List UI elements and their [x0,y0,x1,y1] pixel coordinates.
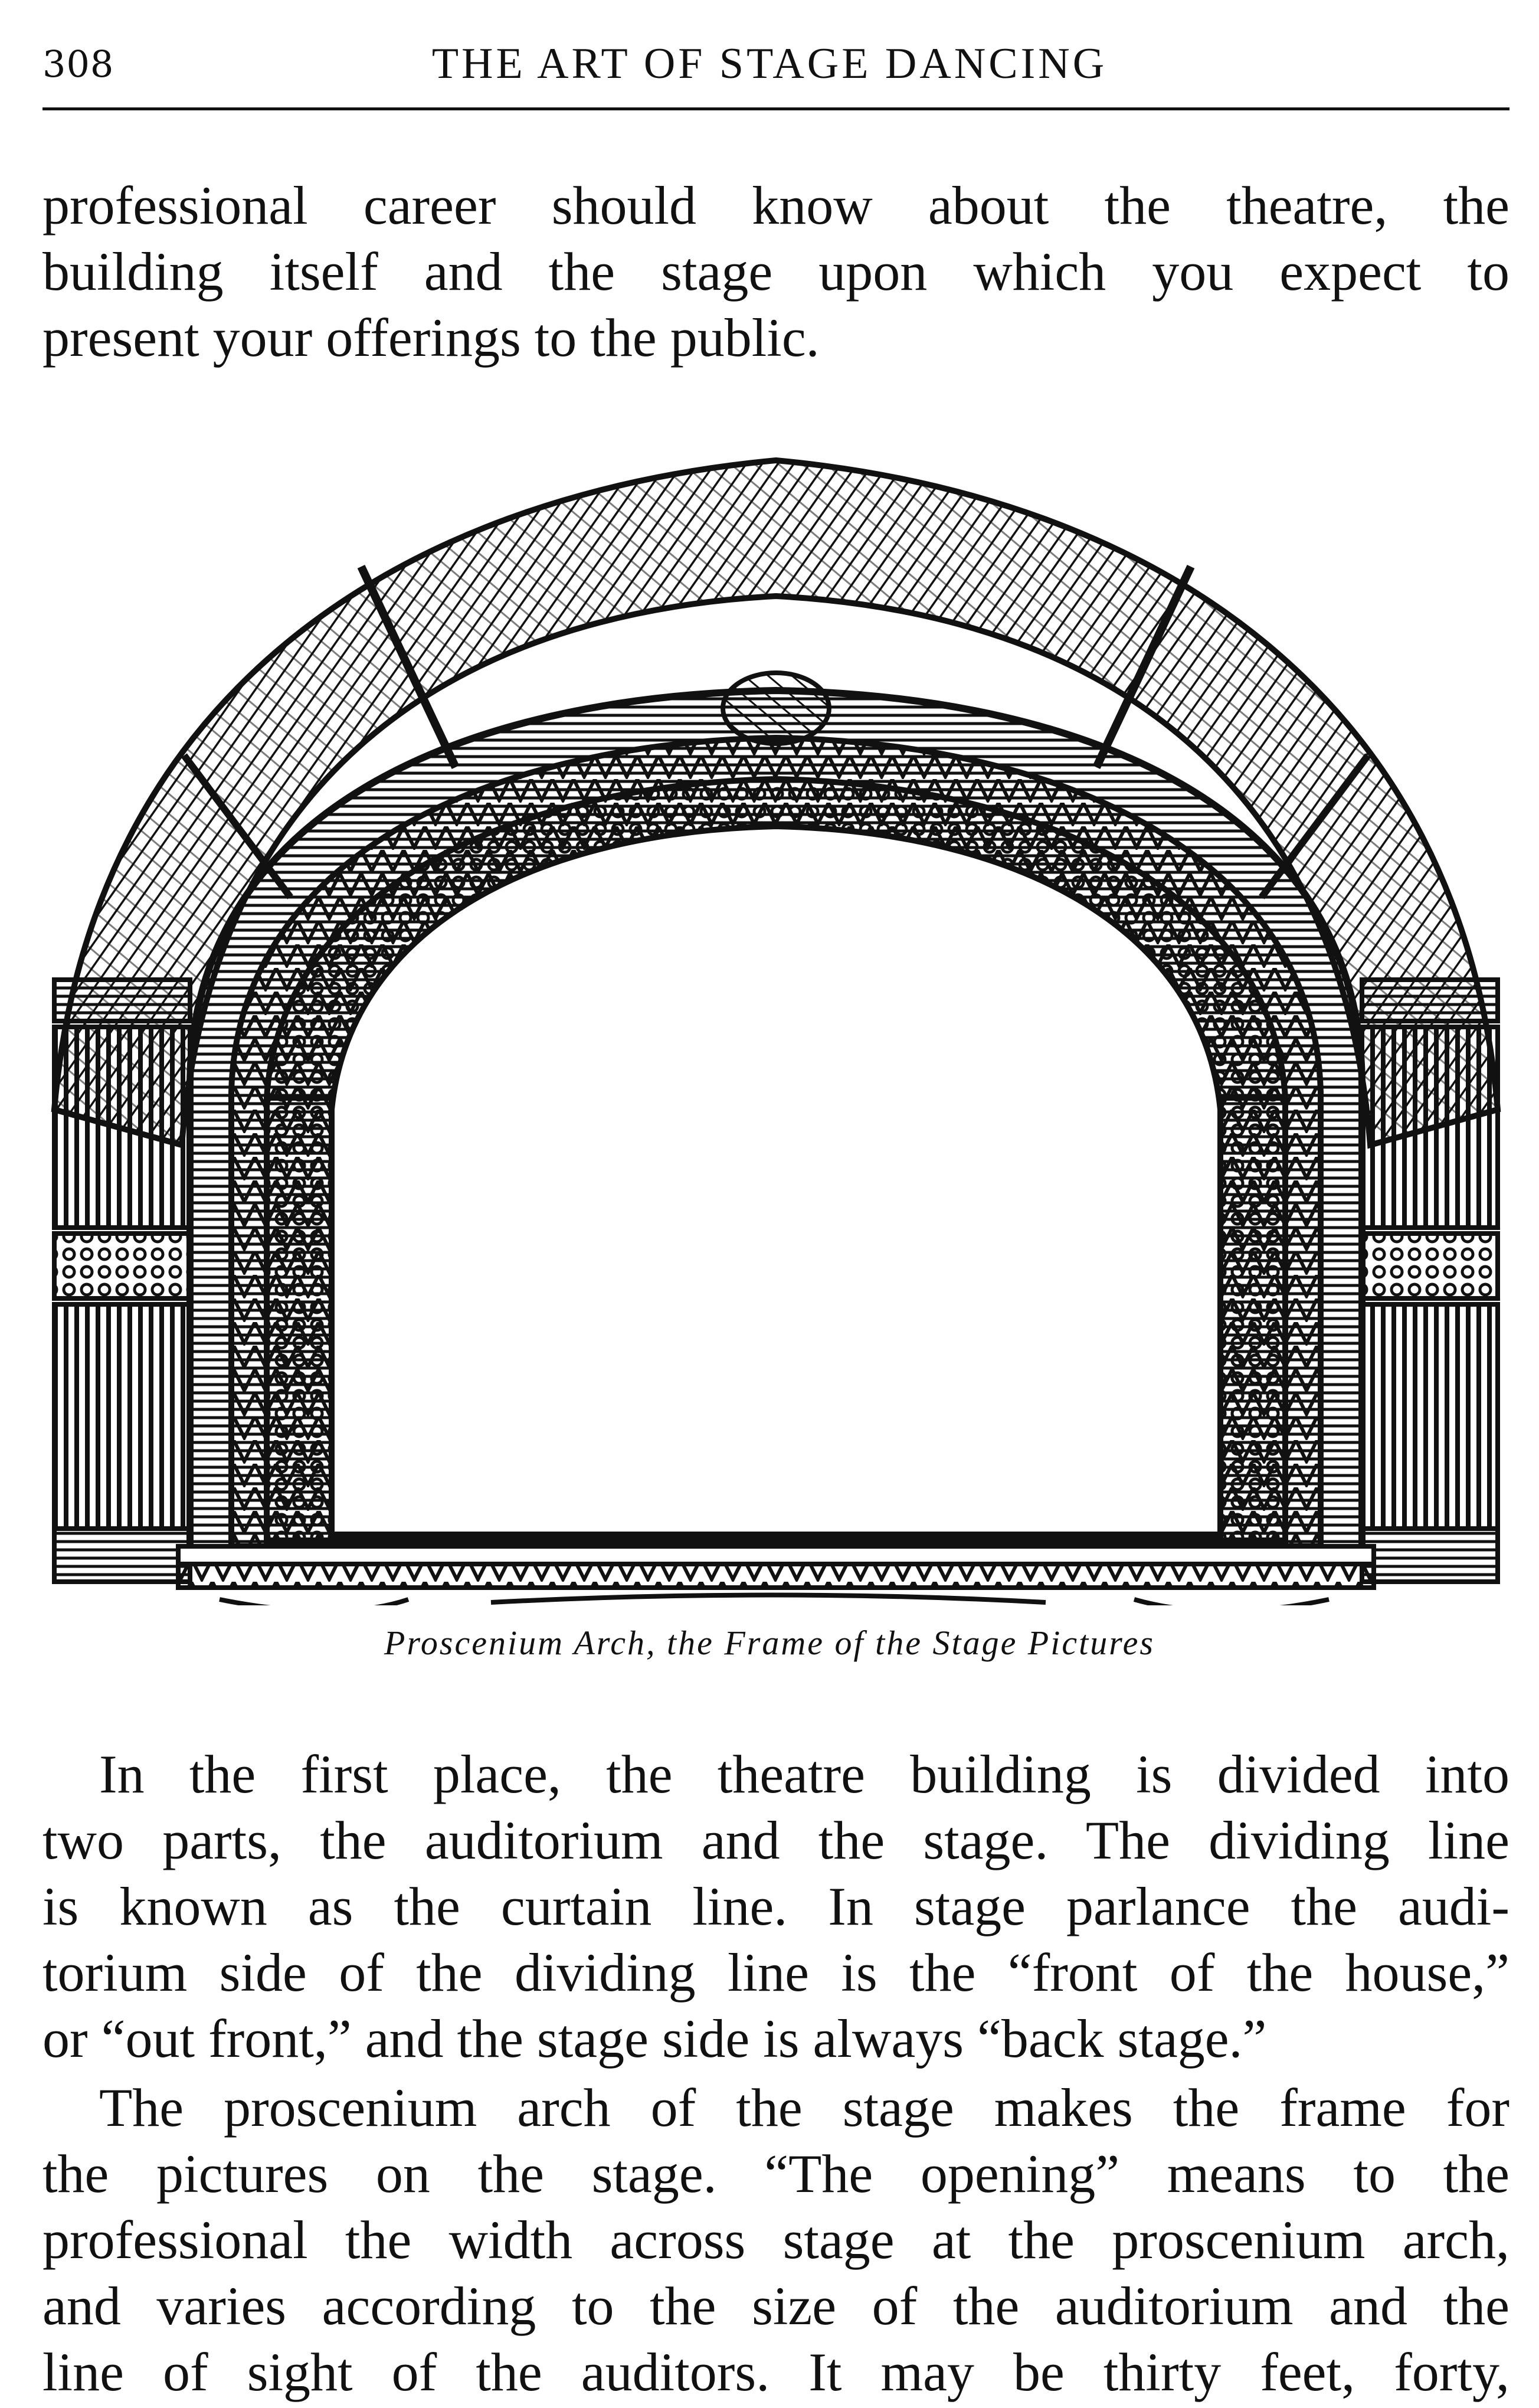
proscenium-arch-illustration [42,449,1509,1605]
figure-caption: Proscenium Arch, the Frame of the Stage Pictures [384,1624,1155,1662]
stage-opening [332,826,1220,1535]
text-line: torium side of the dividing line is the “front of the house,” [42,1942,1509,2003]
text-line: the pictures on the stage. “The opening” means to the [42,2144,1509,2204]
body-paragraph-1 [42,1741,1509,2072]
header-rule [42,107,1509,110]
text-line: The proscenium arch of the stage makes the frame for [99,2077,1509,2138]
text-line: line of sight of the auditors. It may be thirty feet, forty, [42,2342,1509,2402]
left-side-drapery [54,980,190,1582]
text-line: professional the width across stage at the proscenium arch, [42,2210,1509,2270]
text-line: or “out front,” and the stage side is always “back stage.” [42,2008,1267,2069]
text-line: two parts, the auditorium and the stage. The dividing line [42,1810,1509,1870]
text-line: and varies according to the size of the auditorium and the [42,2276,1509,2336]
text-line: is known as the curtain line. In stage parlance the audi- [42,1876,1509,1936]
page-number: 308 [42,42,114,86]
intro-paragraph [42,172,1509,371]
text-line: In the first place, the theatre building is divided into [99,1744,1509,1804]
text-line: present your offerings to the public. [42,307,820,368]
text-line: building itself and the stage upon which you expect to [42,241,1509,302]
stage-floor-band [178,1546,1374,1605]
right-side-drapery [1362,980,1498,1582]
body-paragraph-2 [42,2075,1509,2405]
running-head: THE ART OF STAGE DANCING [431,40,1108,88]
text-line: professional career should know about the theatre, the [42,175,1509,235]
